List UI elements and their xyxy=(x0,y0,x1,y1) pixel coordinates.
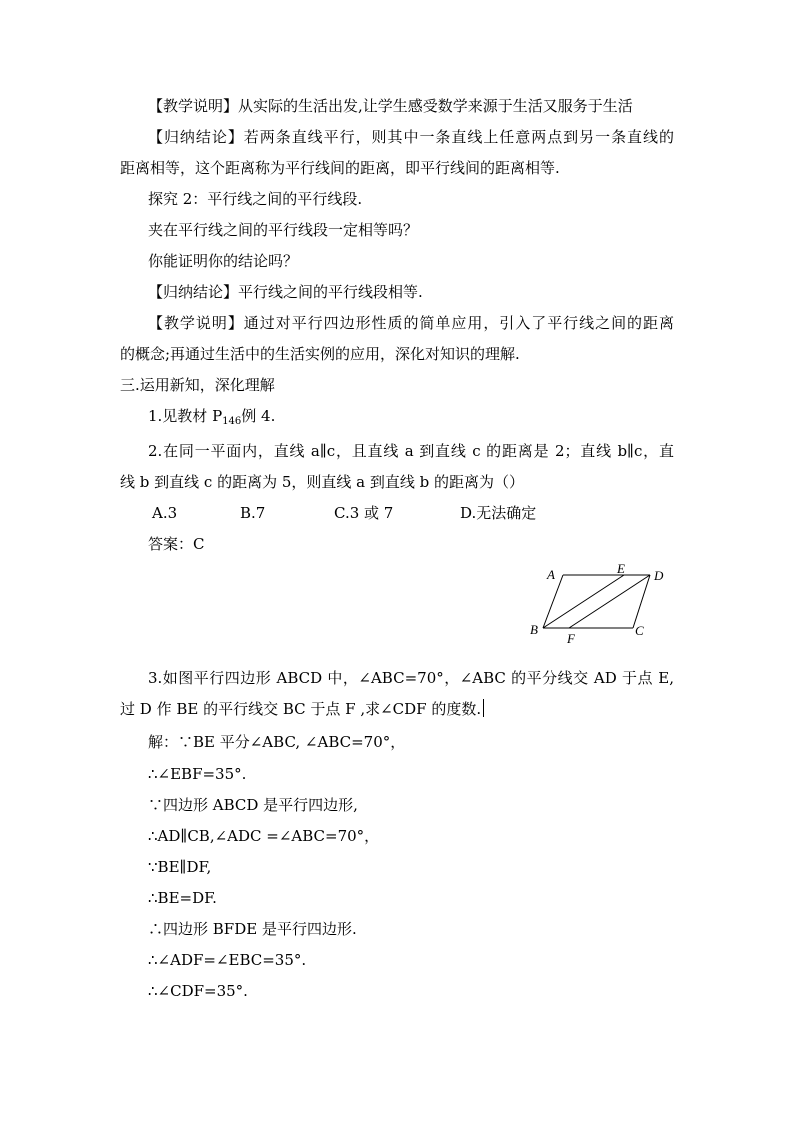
exercise-1-suffix: 例 4. xyxy=(241,407,276,425)
solution-line-6: ∴BE=DF. xyxy=(148,889,217,907)
solution-line-2: ∴∠EBF=35°. xyxy=(148,765,247,783)
explore-2-heading: 探究 2：平行线之间的平行线段. xyxy=(148,190,363,208)
exercise-1 xyxy=(148,406,275,426)
option-a: A.3 xyxy=(152,504,178,522)
edge-dc xyxy=(633,575,650,628)
section-heading-apply: 三.运用新知，深化理解 xyxy=(120,376,275,394)
teaching-note-1: 【教学说明】从实际的生活出发,让学生感受数学来源于生活又服务于生活 xyxy=(148,97,633,115)
solution-line-4: ∴AD∥CB,∠ADC =∠ABC=70°， xyxy=(148,827,380,845)
conclusion-2: 【归纳结论】平行线之间的平行线段相等. xyxy=(148,283,423,301)
label-a: A xyxy=(547,567,555,582)
exercise-3-line-2 xyxy=(120,699,484,719)
solution-line-7: ∴四边形 BFDE 是平行四边形. xyxy=(148,920,357,938)
exercise-1-page-number: 146 xyxy=(222,416,242,427)
conclusion-1-line-2: 距离相等，这个距离称为平行线间的距离，即平行线间的距离相等. xyxy=(120,159,560,177)
option-b: B.7 xyxy=(240,504,266,522)
teaching-note-2-line-1: 【教学说明】通过对平行四边形性质的简单应用，引入了平行线之间的距离 xyxy=(148,314,674,332)
exercise-2-line-1: 2.在同一平面内，直线 a∥c，且直线 a 到直线 c 的距离是 2；直线 b∥c，直 xyxy=(148,442,674,460)
answer: 答案：C xyxy=(148,535,205,553)
solution-line-1: 解：∵BE 平分∠ABC, ∠ABC=70°， xyxy=(148,733,406,751)
label-c: C xyxy=(635,623,644,638)
segment-be xyxy=(543,575,624,628)
exercise-1-prefix: 1.见教材 P xyxy=(148,407,223,425)
question-2: 你能证明你的结论吗？ xyxy=(148,252,299,270)
text-cursor xyxy=(483,699,484,717)
edge-ab xyxy=(543,575,563,628)
exercise-3-line-1: 3.如图平行四边形 ABCD 中，∠ABC=70°，∠ABC 的平分线交 AD 于点 E, xyxy=(148,669,674,687)
exercise-3-line-2-text: 过 D 作 BE 的平行线交 BC 于点 F ,求∠CDF 的度数. xyxy=(120,700,482,718)
segment-df xyxy=(569,575,650,628)
solution-line-3: ∵四边形 ABCD 是平行四边形, xyxy=(148,796,358,814)
option-d: D.无法确定 xyxy=(460,504,537,522)
solution-line-5: ∵BE∥DF, xyxy=(148,858,212,876)
question-1: 夹在平行线之间的平行线段一定相等吗？ xyxy=(148,221,419,239)
label-b: B xyxy=(530,622,538,637)
conclusion-1-line-1: 【归纳结论】若两条直线平行，则其中一条直线上任意两点到另一条直线的 xyxy=(148,128,674,146)
solution-line-9: ∴∠CDF=35°. xyxy=(148,982,248,1000)
label-e: E xyxy=(617,561,625,576)
parallelogram-figure xyxy=(525,560,675,645)
label-d: D xyxy=(654,568,664,583)
exercise-2-line-2: 线 b 到直线 c 的距离为 5，则直线 a 到直线 b 的距离为（） xyxy=(120,473,525,491)
label-f: F xyxy=(567,631,575,645)
option-c: C.3 或 7 xyxy=(334,504,394,522)
solution-line-8: ∴∠ADF=∠EBC=35°. xyxy=(148,951,307,969)
teaching-note-2-line-2: 的概念;再通过生活中的生活实例的应用，深化对知识的理解. xyxy=(120,345,520,363)
